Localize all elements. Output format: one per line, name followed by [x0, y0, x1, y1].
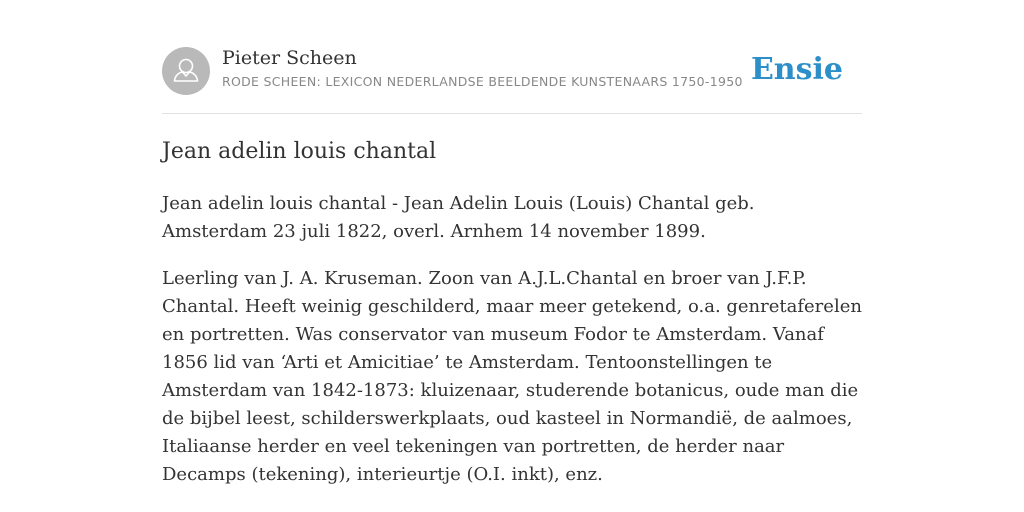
paragraph: Jean adelin louis chantal - Jean Adelin Louis (Louis) Chantal geb. Amsterdam 23 juli 1822, overl. Arnhem 14 november 1899. [162, 193, 755, 242]
article-title: Jean adelin louis chantal [162, 139, 437, 164]
header [162, 47, 862, 95]
user-icon [162, 47, 210, 95]
source-title[interactable]: RODE SCHEEN: LEXICON NEDERLANDSE BEELDENDE KUNSTENAARS 1750-1950 [222, 74, 743, 89]
author-name[interactable]: Pieter Scheen [222, 47, 357, 69]
article-body [162, 190, 862, 508]
divider [162, 113, 862, 114]
avatar[interactable] [162, 47, 210, 95]
paragraph: Leerling van J. A. Kruseman. Zoon van A.J.L.Chantal en broer van J.F.P. Chantal. Heeft weinig geschilderd, maar meer getekend, o.a. genretaferelen en portretten. Was conservator van museum Fodor te Amsterdam. Vanaf 1856 lid van ‘Arti et Amicitiae’ te Amsterdam. Tentoonstellingen te Amsterdam van 1842-1873: kluizenaar, studerende botanicus, oude man die de bijbel leest, schilderswerkplaats, oud kasteel in Normandië, de aalmoes, Italiaanse herder en veel tekeningen van portretten, de herder naar Decamps (tekening), interieurtje (O.I. inkt), enz. [162, 268, 862, 485]
brand-logo[interactable]: Ensie [750, 52, 843, 87]
